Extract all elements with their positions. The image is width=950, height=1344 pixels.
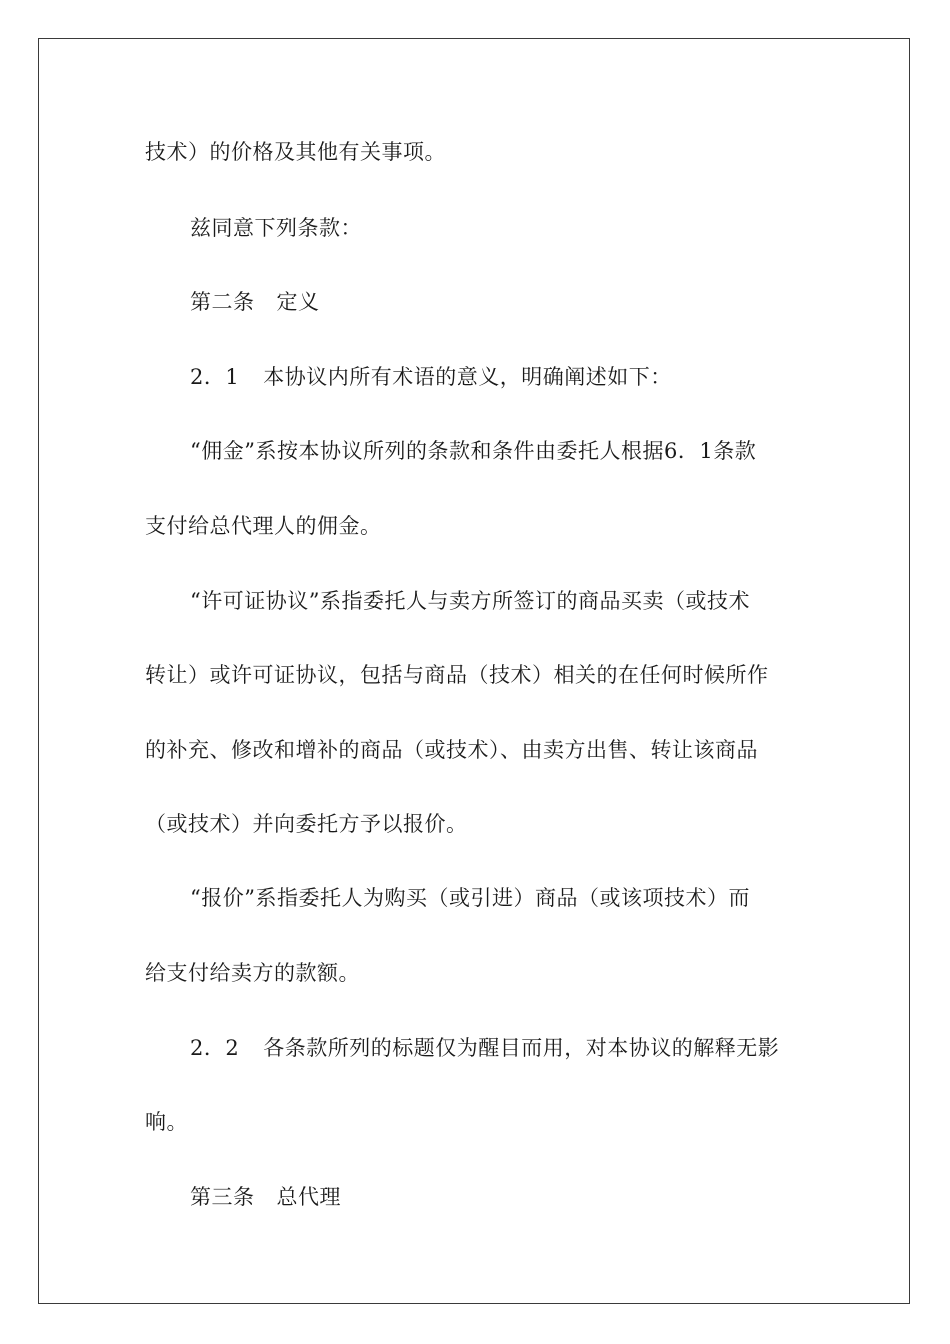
article-title: 定义 [276,290,320,314]
paragraph-line: 支付给总代理人的佣金。 [145,514,382,538]
clause-2-2 [190,1034,779,1062]
article-title: 总代理 [276,1185,341,1209]
paragraph-line: “报价”系指委托人为购买（或引进）商品（或该项技术）而 [190,886,750,910]
paragraph-line: 兹同意下列条款： [190,216,362,240]
paragraph-line: 给支付给卖方的款额。 [145,961,360,985]
paragraph-line: 响。 [145,1110,188,1134]
clause-number: 2．1 [190,365,240,389]
paragraph-line: “佣金”系按本协议所列的条款和条件由委托人根据6．1条款 [190,439,757,463]
clause-number: 2．2 [190,1036,240,1060]
clause-text: 本协议内所有术语的意义，明确阐述如下： [263,365,672,389]
section-heading-article-2 [190,288,320,316]
paragraph-line: 转让）或许可证协议，包括与商品（技术）相关的在任何时候所作 [145,663,769,687]
article-number: 第二条 [190,290,255,314]
paragraph-line: 的补充、修改和增补的商品（或技术）、由卖方出售、转让该商品 [145,738,758,762]
paragraph-line: “许可证协议”系指委托人与卖方所签订的商品买卖（或技术 [190,589,750,613]
section-heading-article-3 [190,1183,341,1211]
paragraph-line: 技术）的价格及其他有关事项。 [145,140,446,164]
clause-2-1 [190,363,672,391]
article-number: 第三条 [190,1185,255,1209]
paragraph-line: （或技术）并向委托方予以报价。 [145,812,468,836]
clause-text: 各条款所列的标题仅为醒目而用，对本协议的解释无影 [263,1036,780,1060]
